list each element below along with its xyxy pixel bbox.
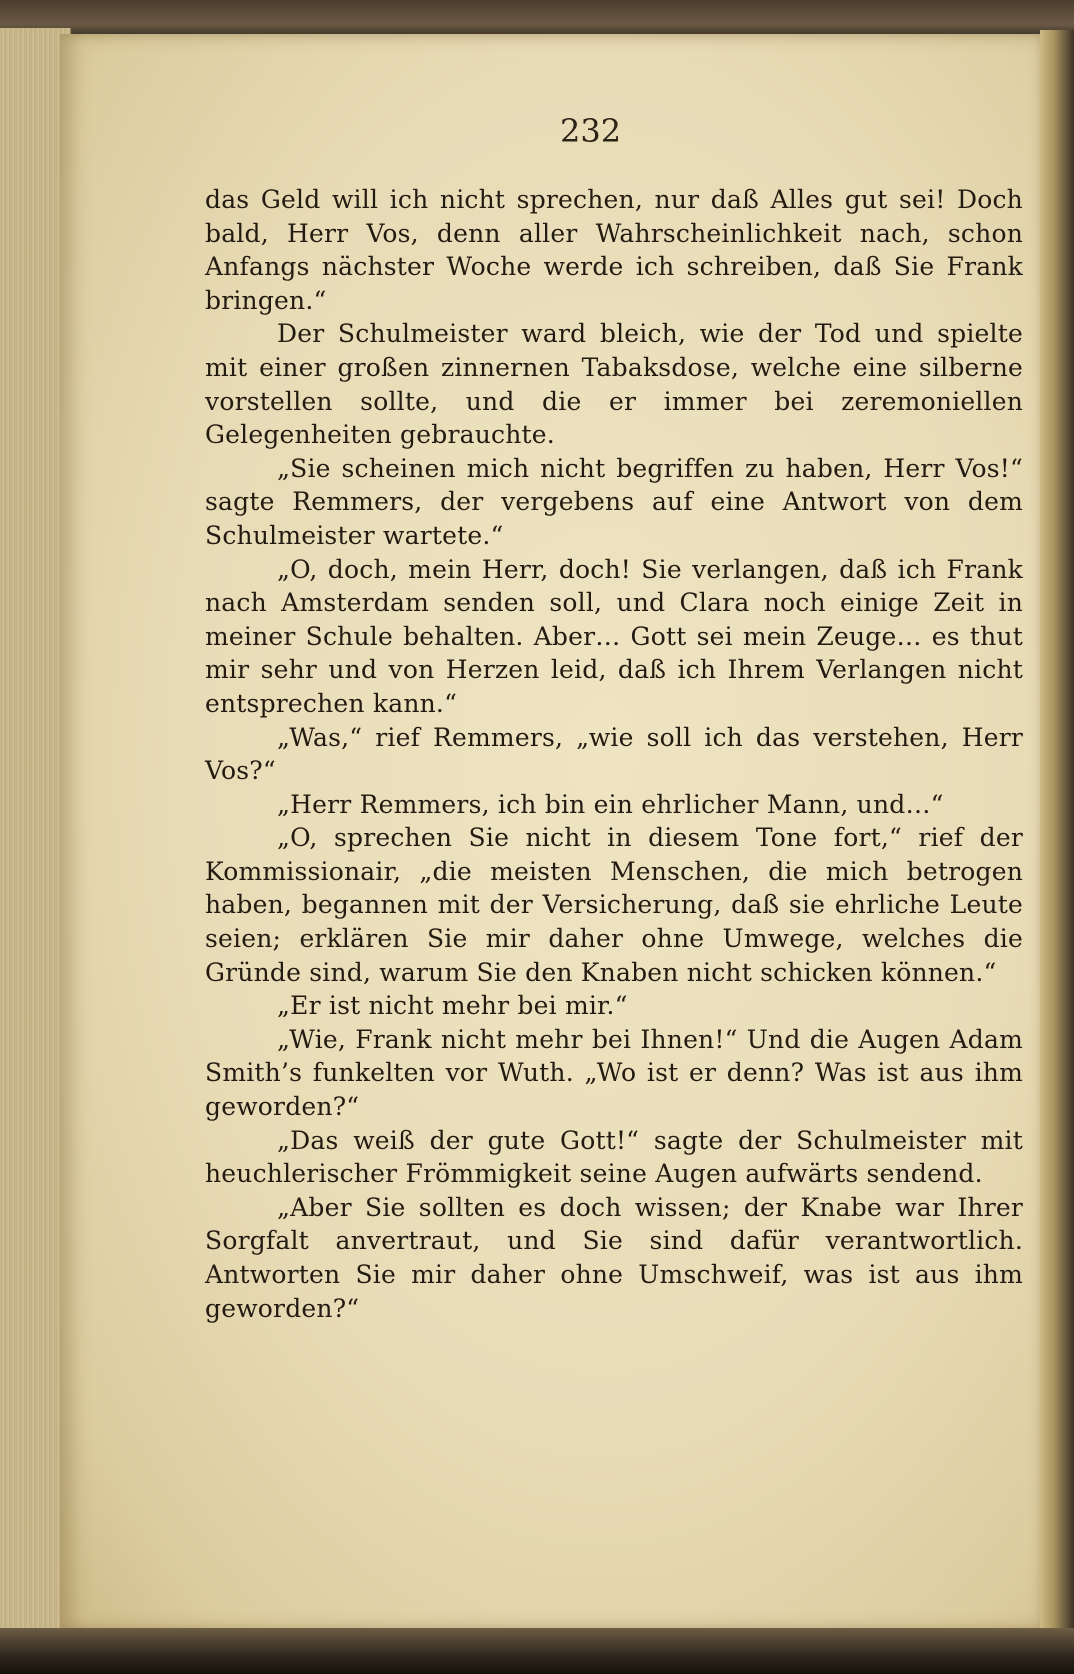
paragraph: „Aber Sie sollten es doch wissen; der Knabe war Ihrer Sorgfalt anvertraut, und Sie sind dafür verantwortlich. Antworten Sie mir daher ohne Umschweif, was ist aus ihm geworden?“ — [205, 1192, 1023, 1323]
page-number: 232 — [560, 112, 622, 150]
paragraph: „Das weiß der gute Gott!“ sagte der Schulmeister mit heuchlerischer Frömmigkeit seine Augen aufwärts sendend. — [205, 1125, 1023, 1189]
paragraph: „Wie, Frank nicht mehr bei Ihnen!“ Und die Augen Adam Smith’s funkelten vor Wuth. „Wo ist er denn? Was ist aus ihm geworden?“ — [205, 1024, 1023, 1122]
paragraph: „Herr Remmers, ich bin ein ehrlicher Mann, und…“ — [277, 789, 944, 819]
paragraph: „O, doch, mein Herr, doch! Sie verlangen, daß ich Frank nach Amsterdam senden soll, und Clara noch einige Zeit in meiner Schule behalten. Aber… Gott sei mein Zeuge… es thut mir sehr und von Herzen leid, daß ich Ihrem Verlangen nicht entsprechen kann.“ — [205, 554, 1023, 718]
paragraph: „Was,“ rief Remmers, „wie soll ich das verstehen, Herr Vos?“ — [205, 722, 1023, 786]
paragraph: Der Schulmeister ward bleich, wie der Tod und spielte mit einer großen zinnernen Tabaksdose, welche eine silberne vorstellen sollte, und die er immer bei zeremoniellen Gelegenheiten gebrauchte. — [205, 319, 1023, 450]
paragraph: „Sie scheinen mich nicht begriffen zu haben, Herr Vos!“ sagte Remmers, der vergebens auf eine Antwort von dem Schulmeister wartete.“ — [205, 453, 1023, 550]
book-bottom-edge — [0, 1628, 1074, 1674]
paragraph: das Geld will ich nicht sprechen, nur daß Alles gut sei! Doch bald, Herr Vos, denn aller Wahrscheinlichkeit nach, schon Anfangs nächster Woche werde ich schreiben, daß Sie Frank bringen.“ — [205, 185, 1023, 315]
page-text — [205, 183, 1023, 1325]
paragraph: „Er ist nicht mehr bei mir.“ — [277, 991, 628, 1021]
page-right-edge — [1040, 30, 1074, 1630]
paragraph: „O, sprechen Sie nicht in diesem Tone fort,“ rief der Kommissionair, „die meisten Menschen, die mich betrogen haben, begannen mit der Versicherung, daß sie ehrliche Leute seien; erklären Sie mir daher ohne Umwege, welches die Gründe sind, warum Sie den Knaben nicht schicken können.“ — [205, 823, 1023, 987]
